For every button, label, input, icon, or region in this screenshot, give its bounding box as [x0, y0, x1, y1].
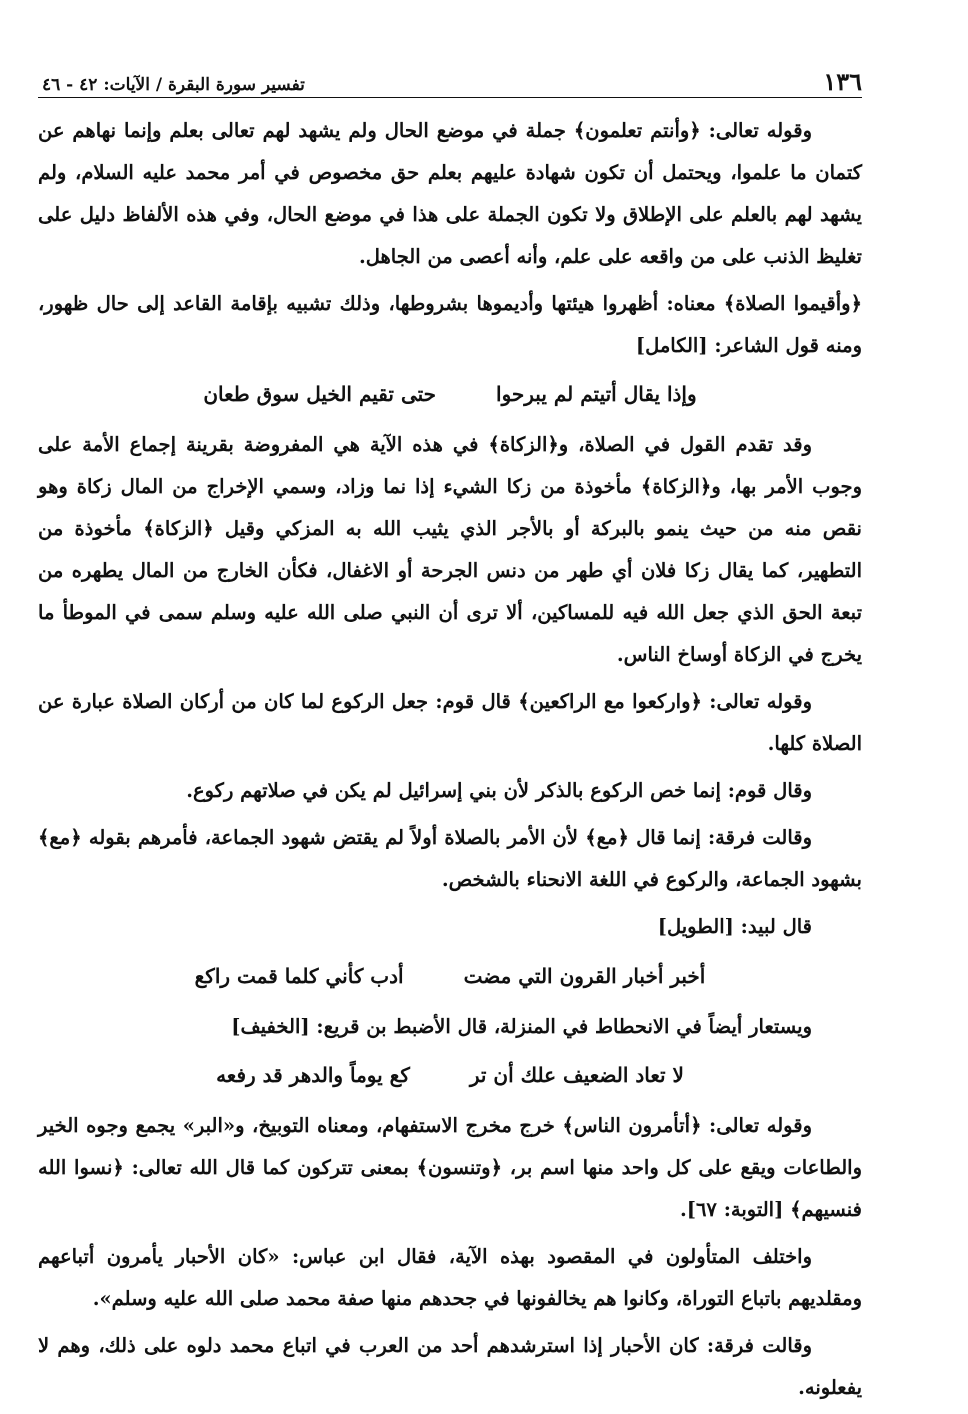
- page-number: ١٣٦: [823, 67, 862, 96]
- verse-second-hemistich: أدب كأني كلما قمت راكع: [194, 964, 404, 988]
- verse-first-hemistich: وإذا يقال أتيتم لم يبرحوا: [496, 382, 697, 406]
- paragraph: وقالت فرقة: كان الأحبار إذا استرشدهم أحد من العرب في اتباع محمد دلوه على ذلك، وهم لا يفعلونه.: [38, 1334, 862, 1399]
- poetry-meter-label: قال لبيد: [الطويل]: [657, 915, 812, 938]
- verse-first-hemistich: لا تعاد الضعيف علك أن تر: [469, 1063, 684, 1087]
- paragraph: وقد تقدم القول في الصلاة، و﴿الزكاة﴾ في هذه الآية هي المفروضة بقرينة إجماع الأمة على وجوب الأمر بها، و﴿الزكاة﴾ مأخوذة من زكا الشيء إذا نما وزاد، وسمي الإخراج من المال زكاة وهو نقص منه من حيث ينمو بالبركة أو بالأجر الذي يثيب الله به المزكي وقيل ﴿الزكاة﴾ مأخوذة من التطهير، كما يقال زكا فلان أي طهر من دنس الجرحة أو الاغفال، فكأن الخارج من المال يطهره من تبعة الحق الذي جعل الله فيه للمساكين، ألا ترى أن النبي صلى الله عليه وسلم سمى في الموطأ ما يخرج في الزكاة أوساخ الناس.: [38, 433, 862, 666]
- page-header: [38, 60, 862, 98]
- paragraph: ﴿وأقيموا الصلاة﴾ معناه: أظهروا هيئتها وأديموها بشروطها، وذلك تشبيه بإقامة القاعد إلى حال ظهور، ومنه قول الشاعر: [الكامل]: [38, 292, 862, 357]
- poetry-verse: [38, 372, 862, 416]
- paragraph: واختلف المتأولون في المقصود بهذه الآية، فقال ابن عباس: «كان الأحبار يأمرون أتباعهم ومقلديهم باتباع التوراة، وكانوا هم يخالفونها في جحدهم منها صفة محمد صلى الله عليه وسلم».: [38, 1245, 862, 1310]
- paragraph: وقال قوم: إنما خص الركوع بالذكر لأن بني إسرائيل لم يكن في صلاتهم ركوع.: [186, 779, 812, 802]
- poetry-verse: [38, 1053, 862, 1097]
- book-page: [38, 60, 862, 1414]
- verse-second-hemistich: حتى تقيم الخيل سوق طعان: [203, 382, 437, 406]
- paragraph: وقوله تعالى: ﴿واركعوا مع الراكعين﴾ قال قوم: جعل الركوع لما كان من أركان الصلاة عبارة عن الصلاة كلها.: [38, 690, 862, 755]
- paragraph: ويستعار أيضاً في الانحطاط في المنزلة، قال الأضبط بن قريع: [الخفيف]: [231, 1015, 812, 1038]
- running-title: تفسير سورة البقرة / الآيات: ٤٢ - ٤٦: [38, 77, 305, 94]
- verse-first-hemistich: أخبر أخبار القرون التي مضت: [463, 964, 706, 988]
- paragraph: وقوله تعالى: ﴿أتأمرون الناس﴾ خرج مخرج الاستفهام، ومعناه التوبيخ، و«البر» يجمع وجوه الخير والطاعات ويقع على كل واحد منها اسم بر، ﴿وتنسون﴾ بمعنى تتركون كما قال الله تعالى: ﴿نسوا الله فنسيهم﴾ [التوبة: ٦٧].: [38, 1114, 862, 1221]
- poetry-verse: [38, 954, 862, 998]
- paragraph: وقوله تعالى: ﴿وأنتم تعلمون﴾ جملة في موضع الحال ولم يشهد لهم تعالى بعلم وإنما نهاهم عن كتمان ما علموا، ويحتمل أن تكون شهادة عليهم بعلم حق مخصوص في أمر محمد عليه السلام، ولم يشهد لهم بالعلم على الإطلاق ولا تكون الجملة على هذا في موضع الحال، وفي هذه الألفاظ دليل على تغليظ الذنب على من واقعه على علم، وأنه أعصى من الجاهل.: [38, 119, 862, 268]
- paragraph: وقالت فرقة: إنما قال ﴿مع﴾ لأن الأمر بالصلاة أولاً لم يقتض شهود الجماعة، فأمرهم بقوله ﴿مع﴾ بشهود الجماعة، والركوع في اللغة الانحناء بالشخص.: [38, 826, 862, 891]
- verse-second-hemistich: كع يوماً والدهر قد رفعه: [216, 1063, 410, 1087]
